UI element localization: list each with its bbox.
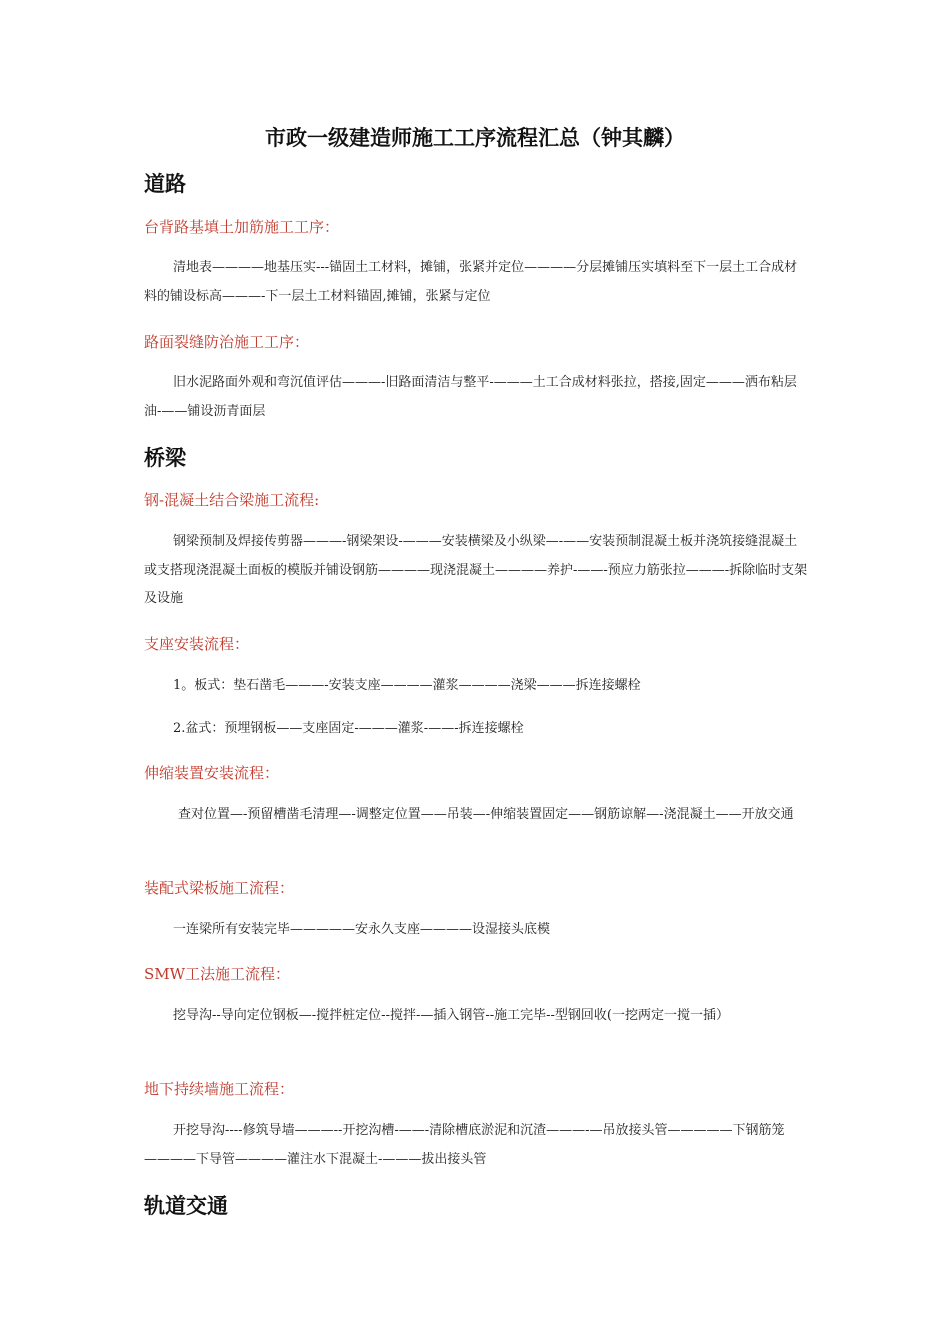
paragraph-composite-beam: 钢梁预制及焊接传剪器———-钢梁架设-———安装横梁及小纵梁—-——安装预制混凝土板并浇筑接缝混凝土或支搭现浇混凝土面板的模版并铺设钢筋————现浇混凝土————养护-——-预应力筋张拉———-拆除临时支架及设施	[144, 534, 808, 606]
paragraph-smw-method: 挖导沟--导向定位钢板—-搅拌桩定位--搅拌-—插入钢管--施工完毕--型钢回收(一挖两定一搅一插）	[173, 1008, 729, 1023]
paragraph-bearing-pot: 2.盆式：预埋钢板——支座固定-———灌浆-——-拆连接螺栓	[173, 721, 524, 736]
subheading-backfill-reinforcement: 台背路基填土加筋施工工序：	[144, 218, 340, 236]
paragraph-diaphragm-wall: 开挖导沟----修筑导墙———--开挖沟槽-——-清除槽底淤泥和沉渣———-—吊放接头管—————下钢筋笼————下导管————灌注水下混凝土-———拔出接头管	[144, 1123, 785, 1167]
paragraph-bearing-plate: 1。板式：垫石凿毛———-安装支座————灌浆————浇梁———拆连接螺栓	[173, 678, 641, 693]
paragraph-crack-prevention: 旧水泥路面外观和弯沉值评估———-旧路面清洁与整平-———土工合成材料张拉，搭接,固定———洒布粘层油-——铺设沥青面层	[144, 375, 797, 419]
subheading-diaphragm-wall: 地下持续墙施工流程：	[144, 1080, 295, 1098]
paragraph-backfill-reinforcement: 清地表————地基压实---锚固土工材料，摊铺，张紧并定位————分层摊铺压实填料至下一层土工合成材料的铺设标高———-下一层土工材料锚固,摊铺，张紧与定位	[144, 260, 798, 304]
document-title: 市政一级建造师施工工序流程汇总（钟其麟）	[265, 125, 685, 150]
subheading-composite-beam: 钢-混凝土结合梁施工流程:	[144, 491, 320, 509]
subheading-expansion-joint: 伸缩装置安装流程：	[144, 764, 280, 782]
subheading-crack-prevention: 路面裂缝防治施工工序：	[144, 333, 310, 351]
subheading-smw-method: SMW工法施工流程：	[144, 965, 291, 983]
subheading-precast-beam: 装配式梁板施工流程：	[144, 879, 295, 897]
section-heading-bridge: 桥梁	[144, 445, 186, 470]
section-heading-road: 道路	[144, 171, 186, 196]
paragraph-precast-beam: 一连梁所有安装完毕—————安永久支座————设湿接头底模	[173, 922, 551, 937]
subheading-bearing-install: 支座安装流程：	[144, 635, 250, 653]
paragraph-expansion-joint: 查对位置—-预留槽凿毛清理—-调整定位置——吊装—-伸缩装置固定——钢筋谅解—-浇混凝土——开放交通	[178, 807, 794, 822]
section-heading-rail-transit: 轨道交通	[144, 1193, 228, 1218]
